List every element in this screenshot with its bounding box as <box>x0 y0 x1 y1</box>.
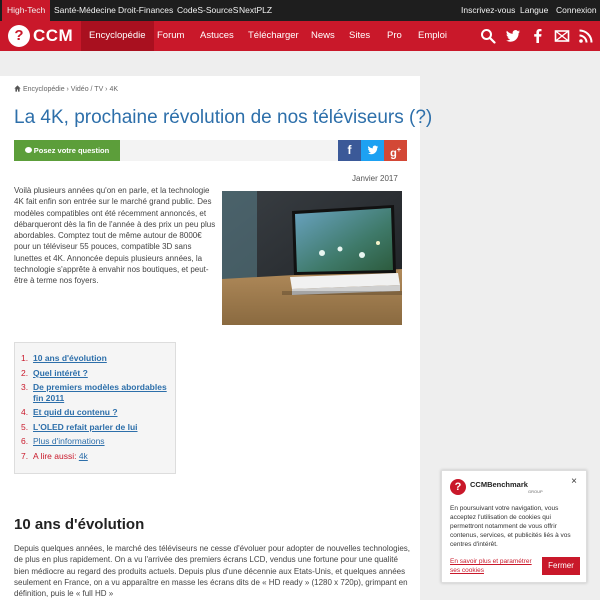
toc-item[interactable]: 1. 10 ans d'évolution <box>21 353 107 363</box>
share-facebook-icon[interactable]: f <box>338 140 361 161</box>
toc-link[interactable]: Quel intérêt ? <box>33 367 88 378</box>
nav-encyclopedie[interactable]: Encyclopédie <box>81 21 154 51</box>
article-container <box>0 76 433 600</box>
nav-pro[interactable]: Pro <box>387 30 402 41</box>
toc-item[interactable]: 5. L'OLED refait parler de lui <box>21 421 138 432</box>
close-icon[interactable]: × <box>571 476 577 487</box>
register-link[interactable]: Inscrivez-vous <box>461 5 516 15</box>
tv-illustration-image <box>222 191 402 325</box>
nav-astuces[interactable]: Astuces <box>200 30 234 41</box>
toc-link[interactable]: Plus d'informations <box>33 436 105 446</box>
toc-item[interactable]: 6. Plus d'informations <box>21 436 105 446</box>
share-twitter-icon[interactable] <box>361 140 384 161</box>
network-link-sante[interactable]: Santé-Médecine <box>54 5 116 15</box>
toc-link[interactable]: L'OLED refait parler de lui <box>33 421 138 432</box>
breadcrumb <box>14 85 118 93</box>
network-link-nextplz[interactable]: NextPLZ <box>239 5 273 15</box>
article-date: Janvier 2017 <box>352 174 398 183</box>
rss-icon[interactable] <box>578 28 594 44</box>
action-bar <box>14 140 407 161</box>
cookie-banner: × ? CCMBenchmark GROUP En poursuivant votre navigation, vous acceptez l'utilisation de cookies qui permettront notamment de vous offrir contenus, services, et publicités liés à vos centres d'intérêt. En savoir plus et paramétrer ses cookies Fermer <box>441 470 587 583</box>
nav-sites[interactable]: Sites <box>349 30 371 41</box>
facebook-icon[interactable] <box>530 28 546 44</box>
breadcrumb-path[interactable]: Encyclopédie › Vidéo / TV › 4K <box>22 86 119 93</box>
twitter-icon[interactable] <box>505 28 521 44</box>
toc-link[interactable]: Et quid du contenu ? <box>33 407 118 417</box>
toc-item[interactable]: 4. Et quid du contenu ? <box>21 407 118 417</box>
network-link-high-tech[interactable]: High-Tech <box>2 0 50 21</box>
related-link-4k[interactable]: 4k <box>78 450 88 461</box>
ask-question-label: Posez votre question <box>33 146 110 155</box>
login-link[interactable]: Connexion <box>556 5 597 15</box>
ask-question-button[interactable] <box>14 140 120 161</box>
nav-forum[interactable]: Forum <box>157 30 185 41</box>
toc-item: 7. A lire aussi: 4k <box>21 450 88 461</box>
main-navigation <box>0 21 600 51</box>
table-of-contents <box>14 342 176 474</box>
article-intro: Voilà plusieurs années qu'on en parle, et la technologie 4K fait enfin son entrée sur le marché grand public. Des modèles compatibles ont été récemment annoncés, et débarqueront dès la fin de l'année à des prix un peu plus abordables. Comptez tout de même autour de 8000€ pour un téléviseur 55 pouces, compatible 3D sans lunettes et 4K. Annoncée depuis plusieurs années, la technologie s'apprête à envahir nos boutiques, et peut-être à terme nos foyers. <box>14 186 216 286</box>
section-heading: 10 ans d'évolution <box>14 516 145 533</box>
network-link-droit[interactable]: Droit-Finances <box>118 5 174 15</box>
toc-link[interactable]: 10 ans d'évolution <box>33 353 107 363</box>
share-googleplus-icon[interactable]: g+ <box>384 140 407 161</box>
cookie-settings-link[interactable]: En savoir plus et paramétrer ses cookies <box>450 558 532 574</box>
section-paragraph: Depuis quelques années, le marché des téléviseurs ne cesse d'évoluer pour adopter de nouvelles technologies, de plus en plus rapidement. On a vu l'arrivée des premiers écrans LCD, vendus une fortune pour une qualité bien médiocre au regard des produits actuels. Depuis plus d'une décennie aux Etats-Unis, et quelques années seulement en France, on a vu apparaître en masse les écrans dits de « HD ready » (1280 x 720p), grimpant en définition, puis le « full HD » <box>14 544 410 599</box>
toc-item[interactable]: 3. De premiers modèles abordables fin 2011 <box>21 382 167 403</box>
cookie-message: En poursuivant votre navigation, vous acceptez l'utilisation de cookies qui permettront notamment de vous offrir contenus, services, et publicités liés à vos centres d'intérêt. <box>450 505 571 548</box>
home-icon[interactable] <box>14 85 21 92</box>
toc-link[interactable]: De premiers modèles abordables fin 2011 <box>33 382 167 403</box>
nav-emploi[interactable]: Emploi <box>418 30 448 41</box>
logo-question-icon: ? <box>8 25 30 47</box>
cookie-close-button[interactable]: Fermer <box>542 557 580 575</box>
toc-item[interactable]: 2. Quel intérêt ? <box>21 367 88 378</box>
logo-text: CCM <box>33 26 74 45</box>
page-title: La 4K, prochaine révolution de nos téléviseurs (?) <box>14 107 433 128</box>
language-link[interactable]: Langue <box>520 5 549 15</box>
chat-bubble-icon <box>25 147 32 153</box>
nav-telecharger[interactable]: Télécharger <box>248 30 299 41</box>
search-icon[interactable] <box>480 28 496 44</box>
logo-question-icon: ? <box>450 479 466 495</box>
network-link-codes[interactable]: CodeS-SourceS <box>177 5 239 15</box>
nav-news[interactable]: News <box>311 30 335 41</box>
top-network-bar <box>0 0 600 21</box>
newsletter-icon[interactable] <box>554 28 570 44</box>
